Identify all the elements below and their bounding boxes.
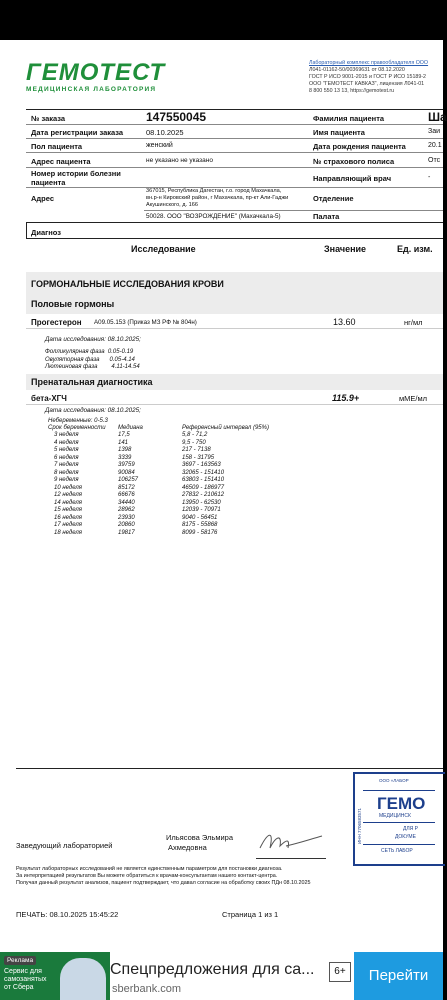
logo-subtitle: МЕДИЦИНСКАЯ ЛАБОРАТОРИЯ <box>26 86 157 93</box>
hcg-cell-median: 39759 <box>118 462 135 468</box>
hcg-cell-ref: 32065 - 151410 <box>182 469 225 476</box>
test-value: 13.60 <box>333 317 356 327</box>
hcg-table-row <box>54 470 294 477</box>
reg-date-label: Дата регистрации заказа <box>31 128 124 137</box>
name-label: Имя пациента <box>313 128 365 137</box>
name-value: Заи <box>428 128 441 135</box>
progesterone-ref <box>45 349 140 372</box>
logo-name: ГЕМОТЕСТ <box>26 59 166 86</box>
lab-info <box>309 60 428 95</box>
surname-label: Фамилия пациента <box>313 114 385 123</box>
hcg-table-row <box>54 485 294 492</box>
ad-brand-block[interactable] <box>0 952 110 1000</box>
column-study: Исследование <box>131 244 196 254</box>
test-date: Дата исследования: 08.10.2025; <box>45 407 141 414</box>
signature-image <box>256 826 326 856</box>
hcg-cell-week: 7 неделя <box>54 462 79 468</box>
hcg-cell-median: 20860 <box>118 522 135 528</box>
address-patient-value: не указано не указано <box>146 157 213 164</box>
address-line: Акушинского, д. 166 <box>146 202 198 208</box>
hcg-table-row <box>54 455 294 462</box>
hcg-cell-week: 9 неделя <box>54 477 79 483</box>
signature-rule <box>256 858 326 859</box>
hcg-cell-ref: 3697 - 163563 <box>182 462 221 468</box>
ref-line: Овуляторная фаза 0.05-4.14 <box>45 356 135 363</box>
hcg-cell-week: 17 неделя <box>54 522 82 528</box>
hcg-table-row <box>54 522 294 529</box>
hcg-cell-week: 14 неделя <box>54 499 82 506</box>
hcg-table-row <box>54 515 294 522</box>
sex-label: Пол пациента <box>31 142 83 151</box>
hcg-table-row <box>54 447 294 454</box>
lab-info-line: ГОСТ Р ИСО 9001-2015 и ГОСТ Р ИСО 15189-2 <box>309 74 426 80</box>
doctor-label: Направляющий врач <box>313 174 392 183</box>
hcg-cell-ref: 158 - 31795 <box>182 454 215 461</box>
ad-cta-button[interactable]: Перейти <box>354 952 443 1000</box>
hcg-cell-median: 66676 <box>118 492 135 498</box>
hcg-cell-median: 34440 <box>118 499 135 506</box>
order-value: 147550045 <box>146 110 207 124</box>
birth-value: 20.1 <box>428 142 442 149</box>
diagnosis-label: Диагноз <box>31 228 61 237</box>
hcg-cell-week: 8 неделя <box>54 469 79 476</box>
address-line: 367015, Республика Дагестан, г.о. город Махачкала, <box>146 188 282 194</box>
hcg-table-row <box>54 492 294 499</box>
hcg-cell-median: 19817 <box>118 529 135 536</box>
hcg-cell-ref: 27832 - 210612 <box>182 492 225 498</box>
subsection-sex-hormones: Половые гормоны <box>31 299 115 309</box>
hcg-cell-ref: 13950 - 62530 <box>182 499 221 506</box>
divider <box>144 210 443 211</box>
hcg-cell-median: 3339 <box>118 454 132 461</box>
ad-brand-text: Сервис для самозанятых от Сбера <box>4 968 47 991</box>
address-label: Адрес <box>31 194 55 203</box>
divider <box>26 238 443 239</box>
hcg-cell-week: 6 неделя <box>54 454 79 461</box>
test-name: бета-ХГЧ <box>31 394 67 403</box>
hcg-cell-week: 16 неделя <box>54 514 82 521</box>
hcg-table-row <box>54 530 294 537</box>
diagnosis-border <box>26 222 27 238</box>
ad-domain[interactable]: sberbank.com <box>112 983 182 995</box>
section-title: ГОРМОНАЛЬНЫЕ ИССЛЕДОВАНИЯ КРОВИ <box>31 279 224 289</box>
header-top-rule <box>26 109 443 110</box>
head-name-1: Ильясова Эльмира <box>166 833 234 842</box>
test-name: Прогестерон <box>31 318 82 327</box>
divider <box>26 124 443 125</box>
address-line: вн.р-н Кировский район, г Махачкала, пр-кт Али-Гаджи <box>146 195 289 201</box>
hcg-cell-median: 17,5 <box>118 432 130 438</box>
lab-info-line[interactable]: Лабораторный комплекс правообладателя ООО <box>309 60 429 66</box>
hcg-cell-ref: 8175 - 55868 <box>182 522 218 528</box>
hcg-cell-median: 141 <box>118 439 129 446</box>
lab-info-line: Л041-01162-50/00369631 от 08.12.2020 <box>309 67 405 73</box>
hcg-cell-ref: 12039 - 70971 <box>182 507 221 513</box>
report-page <box>0 40 447 952</box>
reg-date-value: 08.10.2025 <box>146 128 184 137</box>
divider <box>26 404 443 405</box>
hcg-table-row <box>54 432 294 439</box>
divider <box>26 328 443 329</box>
divider <box>26 138 443 139</box>
hcg-cell-ref: 8099 - 58176 <box>182 529 218 536</box>
column-unit: Ед. изм. <box>397 244 433 254</box>
order-label: № заказа <box>31 114 66 123</box>
lab-stamp: ООО «ЛАБОР ГЕМО МЕДИЦИНСК ДЛЯ Р ДОКУМЕ СЕТЬ ЛАБОР ИНН 7706583571 <box>353 772 445 866</box>
head-label: Заведующий лабораторией <box>16 841 113 850</box>
footer-rule <box>16 768 443 769</box>
divider <box>26 222 443 223</box>
head-name-2: Ахмедовна <box>168 843 207 852</box>
hcg-table-header: Срок беременности Медиана Референсный интервал (95%) <box>48 425 269 431</box>
hcg-cell-median: 28962 <box>118 507 135 513</box>
ad-banner[interactable] <box>0 952 443 1000</box>
hcg-cell-ref: 9,5 - 750 <box>182 439 206 446</box>
divider <box>26 167 443 168</box>
column-value: Значение <box>324 244 367 254</box>
hcg-table-row <box>54 507 294 514</box>
ward-label: Палата <box>313 212 340 221</box>
print-timestamp: ПЕЧАТЬ: 08.10.2025 15:45:22 <box>16 910 119 919</box>
divider <box>26 152 443 153</box>
hcg-table-row <box>54 462 294 469</box>
address-patient-label: Адрес пациента <box>31 157 91 166</box>
hcg-cell-median: 23930 <box>118 514 135 521</box>
hcg-cell-week: 5 неделя <box>54 447 79 453</box>
hcg-cell-median: 85172 <box>118 484 135 491</box>
hcg-table-row <box>54 500 294 507</box>
ad-headline[interactable]: Спецпредложения для са... <box>110 961 315 978</box>
hcg-cell-week: 12 неделя <box>54 492 82 498</box>
surname-value: Ша <box>428 110 447 124</box>
policy-value: Отс <box>428 157 441 164</box>
ref-line: Лютеиновая фаза 4.11-14.54 <box>45 364 140 370</box>
address-value <box>146 188 288 209</box>
hcg-table-row <box>54 440 294 447</box>
subsection-prenatal: Пренатальная диагностика <box>31 377 153 387</box>
ad-badge: Реклама <box>4 956 36 965</box>
hcg-cell-week: 18 неделя <box>54 529 82 536</box>
test-unit: нг/мл <box>404 318 423 327</box>
hcg-cell-median: 106257 <box>118 477 139 483</box>
department-label: Отделение <box>313 194 354 203</box>
hcg-cell-ref: 217 - 7138 <box>182 447 211 453</box>
lab-logo <box>26 61 165 93</box>
hcg-cell-ref: 5,8 - 71,2 <box>182 432 208 438</box>
hcg-cell-week: 3 неделя <box>54 432 79 438</box>
hcg-cell-week: 15 неделя <box>54 507 82 513</box>
disclaimer: Результат лабораторных исследований не является единственным параметром для постановки диагноза. За интерпретацией результатов Вы можете обратиться к врачам-консультантам нашего контакт-центра. Получая данный результат анализов, пациент подтверждает, что давал согласие на обработку своих ПДн 08.10.2025 <box>16 866 311 886</box>
hcg-cell-ref: 46509 - 186977 <box>182 484 225 491</box>
hcg-cell-week: 10 неделя <box>54 484 82 491</box>
hcg-cell-ref: 9040 - 56451 <box>182 514 218 521</box>
ad-age-rating: 6+ <box>329 962 351 982</box>
birth-label: Дата рождения пациента <box>313 142 406 151</box>
ref-line: Фолликулярная фаза 0.05-0.19 <box>45 349 134 355</box>
lab-info-line: 8 800 550 13 13, https://gemotest.ru <box>309 88 395 94</box>
sex-value: женский <box>146 142 173 149</box>
hcg-cell-median: 90084 <box>118 469 135 476</box>
test-unit: мМЕ/мл <box>399 394 428 403</box>
history-label: Номер истории болезни пациента <box>31 169 121 187</box>
nonpregnant-ref: Небеременные: 0-5.3 <box>48 418 108 424</box>
clinic-value: 50028. ООО "ВОЗРОЖДЕНИЕ" (Махачкала-5) <box>146 213 281 220</box>
page-number: Страница 1 из 1 <box>222 910 279 919</box>
policy-label: № страхового полиса <box>313 157 395 166</box>
ad-person-image <box>60 958 106 1000</box>
hcg-cell-median: 1398 <box>118 447 132 453</box>
lab-info-line: ООО "ГЕМОТЕСТ КАВКАЗ", лицензия Л041-01 <box>309 81 425 87</box>
test-value: 115.9+ <box>332 393 360 403</box>
test-date: Дата исследования: 08.10.2025; <box>45 336 141 343</box>
test-code: A09.05.153 (Приказ МЗ РФ № 804н) <box>94 319 197 326</box>
hcg-cell-ref: 63803 - 151410 <box>182 477 225 483</box>
doctor-value: - <box>428 174 431 181</box>
hcg-cell-week: 4 неделя <box>54 439 79 446</box>
hcg-table-row <box>54 477 294 484</box>
